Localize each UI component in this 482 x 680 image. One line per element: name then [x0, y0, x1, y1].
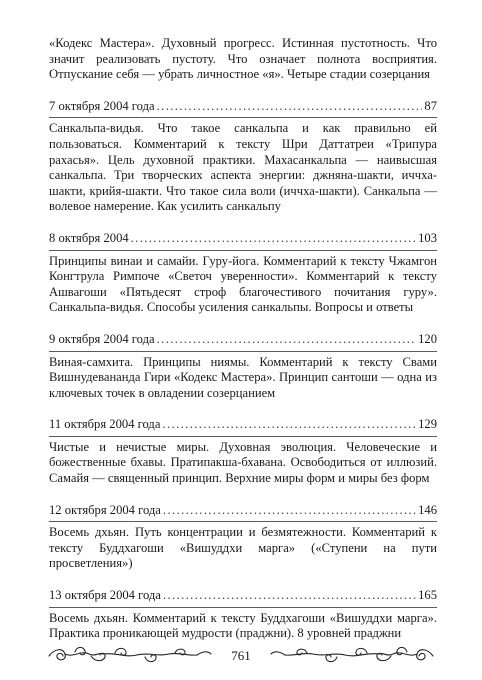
dot-leader [162, 417, 416, 433]
toc-entry-2[interactable] [49, 231, 437, 316]
entry-divider [49, 351, 437, 352]
entry-divider [49, 607, 437, 608]
toc-entry-header [49, 99, 437, 115]
entry-date: 7 октября 2004 года [49, 98, 155, 113]
dot-leader [157, 332, 417, 348]
toc-entry-header [49, 332, 437, 348]
toc-entry-header [49, 503, 437, 519]
dot-leader [131, 231, 416, 247]
toc-entry-1[interactable] [49, 99, 437, 215]
entry-page-number: 120 [418, 331, 437, 346]
toc-entry-6[interactable] [49, 588, 437, 642]
entry-divider [49, 436, 437, 437]
toc-page [49, 36, 437, 642]
entry-date: 12 октября 2004 года [49, 502, 161, 517]
entry-description: Виная-самхита. Принципы ниямы. Комментарий к тексту Свами Вишнудевананда Гири «Кодекс Мастера». Принцип сантоши — одна из ключевых точек в овладении созерцанием [49, 354, 437, 400]
entry-page-number: 103 [418, 230, 437, 245]
entry-divider [49, 117, 437, 118]
dot-leader [157, 99, 423, 115]
entry-page-number: 129 [418, 417, 437, 432]
entry-description: Принципы винаи и самайи. Гуру-йога. Комментарий к тексту Чжамгон Конгтрула Римпоче «Светоч уверенности». Комментарий к тексту Ашвагоши «Пятьдесят строф благочестивого почитания гуру». Санкальпа-видья. Способы усиления санкальпы. Вопросы и ответы [49, 253, 437, 315]
entry-date: 13 октября 2004 года [49, 588, 161, 603]
dot-leader [163, 503, 416, 519]
entry-page-number: 165 [418, 588, 437, 603]
toc-entry-header [49, 417, 437, 433]
entry-description: Восемь дхьян. Комментарий к тексту Буддхагоши «Вишуддхи марга». Практика проникающей мудрости (праджни). 8 уровней праджни [49, 610, 437, 641]
entry-divider [49, 250, 437, 251]
entry-divider [49, 521, 437, 522]
dot-leader [163, 588, 416, 604]
entry-description: Чистые и нечистые миры. Духовная эволюция. Человеческие и божественные бхавы. Пратипакша-бхавана. Освободиться от иллюзий. Самайя — священный принцип. Верхние миры форм и миры без форм [49, 439, 437, 486]
entry-description: Восемь дхьян. Путь концентрации и безмятежности. Комментарий к тексту Буддхагоши «Вишуддхи марга» («Ступени на пути просветления») [49, 525, 437, 571]
entry-date: 8 октября 2004 [49, 230, 129, 245]
toc-entry-header [49, 588, 437, 604]
entry-date: 9 октября 2004 года [49, 331, 155, 346]
intro-paragraph: «Кодекс Мастера». Духовный прогресс. Истинная пустотность. Что значит реализовать пустоту. Что означает полнота восприятия. Отпускание себя — убрать личностное «я». Четыре стадии созерцания [49, 36, 437, 82]
toc-entry-5[interactable] [49, 503, 437, 572]
page-footer [45, 640, 437, 670]
toc-entry-3[interactable] [49, 332, 437, 401]
entry-page-number: 146 [418, 502, 437, 517]
entry-date: 11 октября 2004 года [49, 417, 161, 432]
page-number: 761 [231, 648, 251, 663]
entry-description: Санкальпа-видья. Что такое санкальпа и как правильно ей пользоваться. Комментарий к тексту Шри Даттатреи «Трипура рахасья». Цель духовной практики. Махасанкальпа — наивысшая санкальпа. Три творческих аспекта энергии: джняна-шакти, иччха-шакти, крийя-шакти. Что такое сила воли (иччха-шакти). Санкальпа — волевое намерение. Как усилить санкальпу [49, 121, 437, 214]
entry-page-number: 87 [424, 98, 437, 113]
toc-entry-header [49, 231, 437, 247]
toc-entry-4[interactable] [49, 417, 437, 486]
